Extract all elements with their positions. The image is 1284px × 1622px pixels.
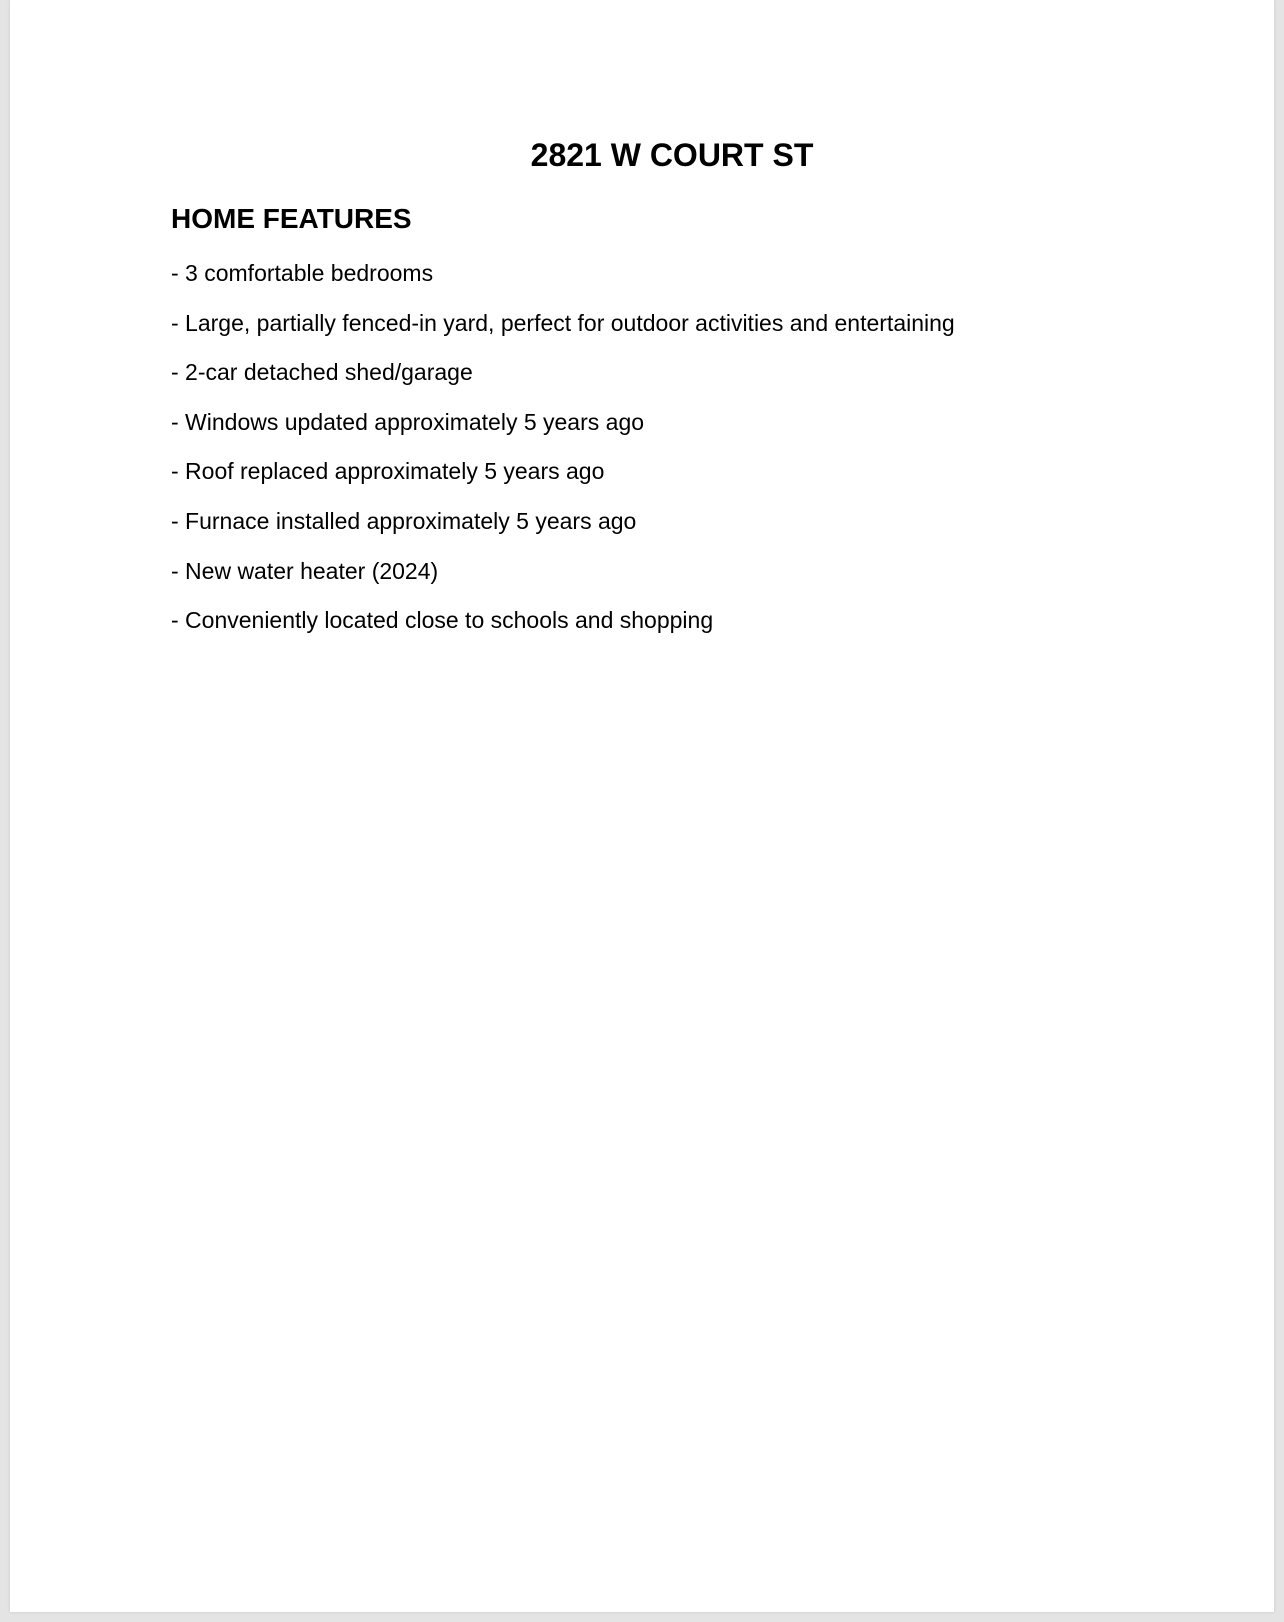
feature-item-location: - Conveniently located close to schools and shopping	[171, 607, 714, 634]
feature-item-water-heater: - New water heater (2024)	[171, 557, 439, 584]
feature-item-garage: - 2-car detached shed/garage	[171, 359, 473, 386]
feature-item-windows: - Windows updated approximately 5 years ago	[171, 408, 645, 435]
feature-item-furnace: - Furnace installed approximately 5 years ago	[171, 507, 637, 534]
page-title: 2821 W COURT ST	[530, 137, 814, 173]
document-page	[10, 0, 1274, 1612]
feature-item-bedrooms: - 3 comfortable bedrooms	[171, 260, 434, 286]
section-heading: HOME FEATURES	[171, 203, 412, 234]
feature-list	[171, 258, 955, 655]
feature-item-yard: - Large, partially fenced-in yard, perfect for outdoor activities and entertaining	[171, 309, 955, 336]
feature-item-roof: - Roof replaced approximately 5 years ago	[171, 458, 605, 485]
